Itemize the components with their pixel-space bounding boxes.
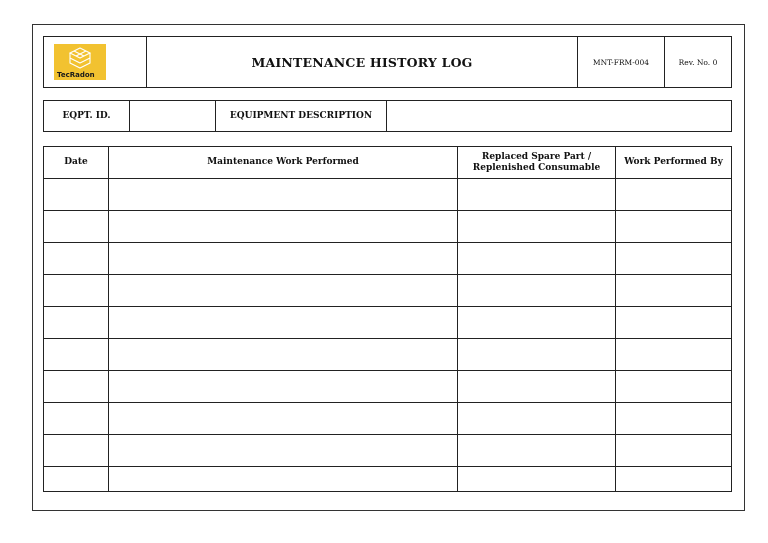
table-row xyxy=(44,179,732,211)
work-performed-cell[interactable] xyxy=(109,275,458,307)
work-performed-cell[interactable] xyxy=(109,371,458,403)
performed-by-cell[interactable] xyxy=(616,243,732,275)
date-cell[interactable] xyxy=(44,307,109,339)
performed-by-cell[interactable] xyxy=(616,371,732,403)
equipment-id-field[interactable] xyxy=(130,101,216,132)
performed-by-cell[interactable] xyxy=(616,339,732,371)
equipment-description-field[interactable] xyxy=(387,101,732,132)
table-row xyxy=(44,243,732,275)
table-row xyxy=(44,211,732,243)
spare-part-cell[interactable] xyxy=(458,371,616,403)
column-header-spare-part: Replaced Spare Part / Replenished Consumable xyxy=(458,147,616,179)
performed-by-cell[interactable] xyxy=(616,307,732,339)
form-page xyxy=(32,24,745,511)
date-cell[interactable] xyxy=(44,339,109,371)
tecradon-logo xyxy=(54,44,106,80)
work-performed-cell[interactable] xyxy=(109,179,458,211)
log-table-body xyxy=(44,179,732,492)
spare-part-cell[interactable] xyxy=(458,179,616,211)
table-row xyxy=(44,307,732,339)
performed-by-cell[interactable] xyxy=(616,435,732,467)
performed-by-cell[interactable] xyxy=(616,211,732,243)
column-header-work-performed: Maintenance Work Performed xyxy=(109,147,458,179)
table-row xyxy=(44,275,732,307)
date-cell[interactable] xyxy=(44,243,109,275)
spare-part-cell[interactable] xyxy=(458,211,616,243)
maintenance-log-table xyxy=(43,146,732,492)
performed-by-cell[interactable] xyxy=(616,467,732,492)
date-cell[interactable] xyxy=(44,275,109,307)
spare-part-cell[interactable] xyxy=(458,403,616,435)
work-performed-cell[interactable] xyxy=(109,307,458,339)
work-performed-cell[interactable] xyxy=(109,467,458,492)
table-row xyxy=(44,403,732,435)
form-title: MAINTENANCE HISTORY LOG xyxy=(147,37,578,88)
date-cell[interactable] xyxy=(44,211,109,243)
spare-part-cell[interactable] xyxy=(458,275,616,307)
spare-part-cell[interactable] xyxy=(458,243,616,275)
spare-part-cell[interactable] xyxy=(458,307,616,339)
spare-part-cell[interactable] xyxy=(458,435,616,467)
work-performed-cell[interactable] xyxy=(109,403,458,435)
logo-cell xyxy=(44,37,147,88)
form-header xyxy=(43,36,732,88)
column-header-date: Date xyxy=(44,147,109,179)
date-cell[interactable] xyxy=(44,467,109,492)
form-code: MNT-FRM-004 xyxy=(578,37,665,88)
table-row xyxy=(44,371,732,403)
work-performed-cell[interactable] xyxy=(109,243,458,275)
equipment-info xyxy=(43,100,732,132)
equipment-id-label: EQPT. ID. xyxy=(44,101,130,132)
work-performed-cell[interactable] xyxy=(109,435,458,467)
table-row xyxy=(44,435,732,467)
work-performed-cell[interactable] xyxy=(109,339,458,371)
column-header-performed-by: Work Performed By xyxy=(616,147,732,179)
spare-part-cell[interactable] xyxy=(458,467,616,492)
date-cell[interactable] xyxy=(44,403,109,435)
date-cell[interactable] xyxy=(44,435,109,467)
svg-text:TecRadon: TecRadon xyxy=(57,71,95,79)
date-cell[interactable] xyxy=(44,371,109,403)
spare-part-cell[interactable] xyxy=(458,339,616,371)
table-row xyxy=(44,467,732,492)
table-row xyxy=(44,339,732,371)
equipment-description-label: EQUIPMENT DESCRIPTION xyxy=(216,101,387,132)
performed-by-cell[interactable] xyxy=(616,275,732,307)
performed-by-cell[interactable] xyxy=(616,403,732,435)
revision-number: Rev. No. 0 xyxy=(665,37,732,88)
work-performed-cell[interactable] xyxy=(109,211,458,243)
performed-by-cell[interactable] xyxy=(616,179,732,211)
date-cell[interactable] xyxy=(44,179,109,211)
